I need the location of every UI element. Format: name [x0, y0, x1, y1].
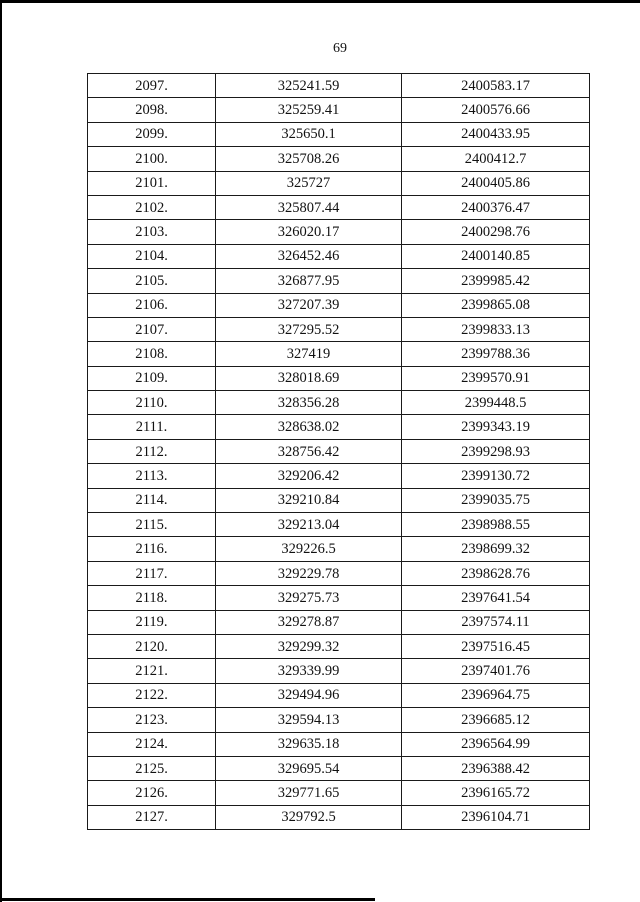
- y-coordinate-cell: 2400376.47: [402, 195, 590, 219]
- point-number-cell: 2119.: [88, 610, 216, 634]
- table-row: [88, 805, 590, 829]
- table-row: [88, 781, 590, 805]
- scan-bottom-border: [0, 898, 375, 901]
- table-row: [88, 683, 590, 707]
- x-coordinate-cell: 328756.42: [216, 439, 402, 463]
- x-coordinate-cell: 329339.99: [216, 659, 402, 683]
- x-coordinate-cell: 328018.69: [216, 366, 402, 390]
- table-row: [88, 439, 590, 463]
- x-coordinate-cell: 325259.41: [216, 98, 402, 122]
- y-coordinate-cell: 2400583.17: [402, 74, 590, 98]
- y-coordinate-cell: 2396564.99: [402, 732, 590, 756]
- table-row: [88, 74, 590, 98]
- y-coordinate-cell: 2399343.19: [402, 415, 590, 439]
- point-number-cell: 2108.: [88, 342, 216, 366]
- x-coordinate-cell: 329792.5: [216, 805, 402, 829]
- y-coordinate-cell: 2400298.76: [402, 220, 590, 244]
- x-coordinate-cell: 325708.26: [216, 147, 402, 171]
- point-number-cell: 2127.: [88, 805, 216, 829]
- point-number-cell: 2099.: [88, 122, 216, 146]
- table-row: [88, 586, 590, 610]
- table-row: [88, 537, 590, 561]
- y-coordinate-cell: 2399298.93: [402, 439, 590, 463]
- table-row: [88, 317, 590, 341]
- point-number-cell: 2117.: [88, 561, 216, 585]
- x-coordinate-cell: 329226.5: [216, 537, 402, 561]
- x-coordinate-cell: 326452.46: [216, 244, 402, 268]
- point-number-cell: 2106.: [88, 293, 216, 317]
- y-coordinate-cell: 2399985.42: [402, 269, 590, 293]
- x-coordinate-cell: 327295.52: [216, 317, 402, 341]
- table-row: [88, 366, 590, 390]
- point-number-cell: 2121.: [88, 659, 216, 683]
- x-coordinate-cell: 328638.02: [216, 415, 402, 439]
- point-number-cell: 2101.: [88, 171, 216, 195]
- table-row: [88, 147, 590, 171]
- y-coordinate-cell: 2399833.13: [402, 317, 590, 341]
- y-coordinate-cell: 2397516.45: [402, 634, 590, 658]
- point-number-cell: 2123.: [88, 708, 216, 732]
- page-number: 69: [333, 41, 347, 56]
- y-coordinate-cell: 2399570.91: [402, 366, 590, 390]
- y-coordinate-cell: 2396165.72: [402, 781, 590, 805]
- point-number-cell: 2111.: [88, 415, 216, 439]
- y-coordinate-cell: 2400576.66: [402, 98, 590, 122]
- point-number-cell: 2110.: [88, 391, 216, 415]
- table-row: [88, 269, 590, 293]
- x-coordinate-cell: 329635.18: [216, 732, 402, 756]
- point-number-cell: 2105.: [88, 269, 216, 293]
- scan-left-border: [0, 0, 2, 902]
- point-number-cell: 2097.: [88, 74, 216, 98]
- scan-top-border: [0, 0, 640, 3]
- x-coordinate-cell: 325807.44: [216, 195, 402, 219]
- point-number-cell: 2115.: [88, 513, 216, 537]
- point-number-cell: 2112.: [88, 439, 216, 463]
- y-coordinate-cell: 2400140.85: [402, 244, 590, 268]
- table-row: [88, 220, 590, 244]
- x-coordinate-cell: 329278.87: [216, 610, 402, 634]
- y-coordinate-cell: 2400433.95: [402, 122, 590, 146]
- x-coordinate-cell: 326877.95: [216, 269, 402, 293]
- point-number-cell: 2125.: [88, 756, 216, 780]
- x-coordinate-cell: 325727: [216, 171, 402, 195]
- y-coordinate-cell: 2399788.36: [402, 342, 590, 366]
- x-coordinate-cell: 325650.1: [216, 122, 402, 146]
- y-coordinate-cell: 2399865.08: [402, 293, 590, 317]
- table-row: [88, 98, 590, 122]
- x-coordinate-cell: 329594.13: [216, 708, 402, 732]
- x-coordinate-cell: 329229.78: [216, 561, 402, 585]
- point-number-cell: 2116.: [88, 537, 216, 561]
- point-number-cell: 2122.: [88, 683, 216, 707]
- x-coordinate-cell: 329771.65: [216, 781, 402, 805]
- x-coordinate-cell: 329210.84: [216, 488, 402, 512]
- x-coordinate-cell: 329299.32: [216, 634, 402, 658]
- y-coordinate-cell: 2399130.72: [402, 464, 590, 488]
- table-row: [88, 634, 590, 658]
- y-coordinate-cell: 2397641.54: [402, 586, 590, 610]
- table-row: [88, 293, 590, 317]
- coordinates-table-body: [88, 74, 590, 830]
- y-coordinate-cell: 2399035.75: [402, 488, 590, 512]
- table-row: [88, 415, 590, 439]
- point-number-cell: 2124.: [88, 732, 216, 756]
- y-coordinate-cell: 2397401.76: [402, 659, 590, 683]
- point-number-cell: 2104.: [88, 244, 216, 268]
- point-number-cell: 2126.: [88, 781, 216, 805]
- table-row: [88, 171, 590, 195]
- x-coordinate-cell: 329206.42: [216, 464, 402, 488]
- x-coordinate-cell: 328356.28: [216, 391, 402, 415]
- y-coordinate-cell: 2398699.32: [402, 537, 590, 561]
- table-row: [88, 756, 590, 780]
- x-coordinate-cell: 327419: [216, 342, 402, 366]
- x-coordinate-cell: 329213.04: [216, 513, 402, 537]
- y-coordinate-cell: 2400405.86: [402, 171, 590, 195]
- table-row: [88, 732, 590, 756]
- point-number-cell: 2102.: [88, 195, 216, 219]
- x-coordinate-cell: 329494.96: [216, 683, 402, 707]
- table-row: [88, 708, 590, 732]
- point-number-cell: 2098.: [88, 98, 216, 122]
- point-number-cell: 2103.: [88, 220, 216, 244]
- table-row: [88, 391, 590, 415]
- table-row: [88, 244, 590, 268]
- table-row: [88, 561, 590, 585]
- table-row: [88, 122, 590, 146]
- point-number-cell: 2118.: [88, 586, 216, 610]
- y-coordinate-cell: 2396104.71: [402, 805, 590, 829]
- point-number-cell: 2107.: [88, 317, 216, 341]
- y-coordinate-cell: 2398628.76: [402, 561, 590, 585]
- table-row: [88, 513, 590, 537]
- y-coordinate-cell: 2396964.75: [402, 683, 590, 707]
- y-coordinate-cell: 2399448.5: [402, 391, 590, 415]
- point-number-cell: 2109.: [88, 366, 216, 390]
- point-number-cell: 2100.: [88, 147, 216, 171]
- x-coordinate-cell: 325241.59: [216, 74, 402, 98]
- table-row: [88, 659, 590, 683]
- x-coordinate-cell: 326020.17: [216, 220, 402, 244]
- point-number-cell: 2113.: [88, 464, 216, 488]
- y-coordinate-cell: 2400412.7: [402, 147, 590, 171]
- table-row: [88, 610, 590, 634]
- coordinates-table: [87, 73, 590, 830]
- table-row: [88, 464, 590, 488]
- x-coordinate-cell: 329695.54: [216, 756, 402, 780]
- point-number-cell: 2120.: [88, 634, 216, 658]
- y-coordinate-cell: 2397574.11: [402, 610, 590, 634]
- y-coordinate-cell: 2398988.55: [402, 513, 590, 537]
- point-number-cell: 2114.: [88, 488, 216, 512]
- x-coordinate-cell: 329275.73: [216, 586, 402, 610]
- y-coordinate-cell: 2396388.42: [402, 756, 590, 780]
- table-row: [88, 488, 590, 512]
- table-row: [88, 342, 590, 366]
- y-coordinate-cell: 2396685.12: [402, 708, 590, 732]
- table-row: [88, 195, 590, 219]
- x-coordinate-cell: 327207.39: [216, 293, 402, 317]
